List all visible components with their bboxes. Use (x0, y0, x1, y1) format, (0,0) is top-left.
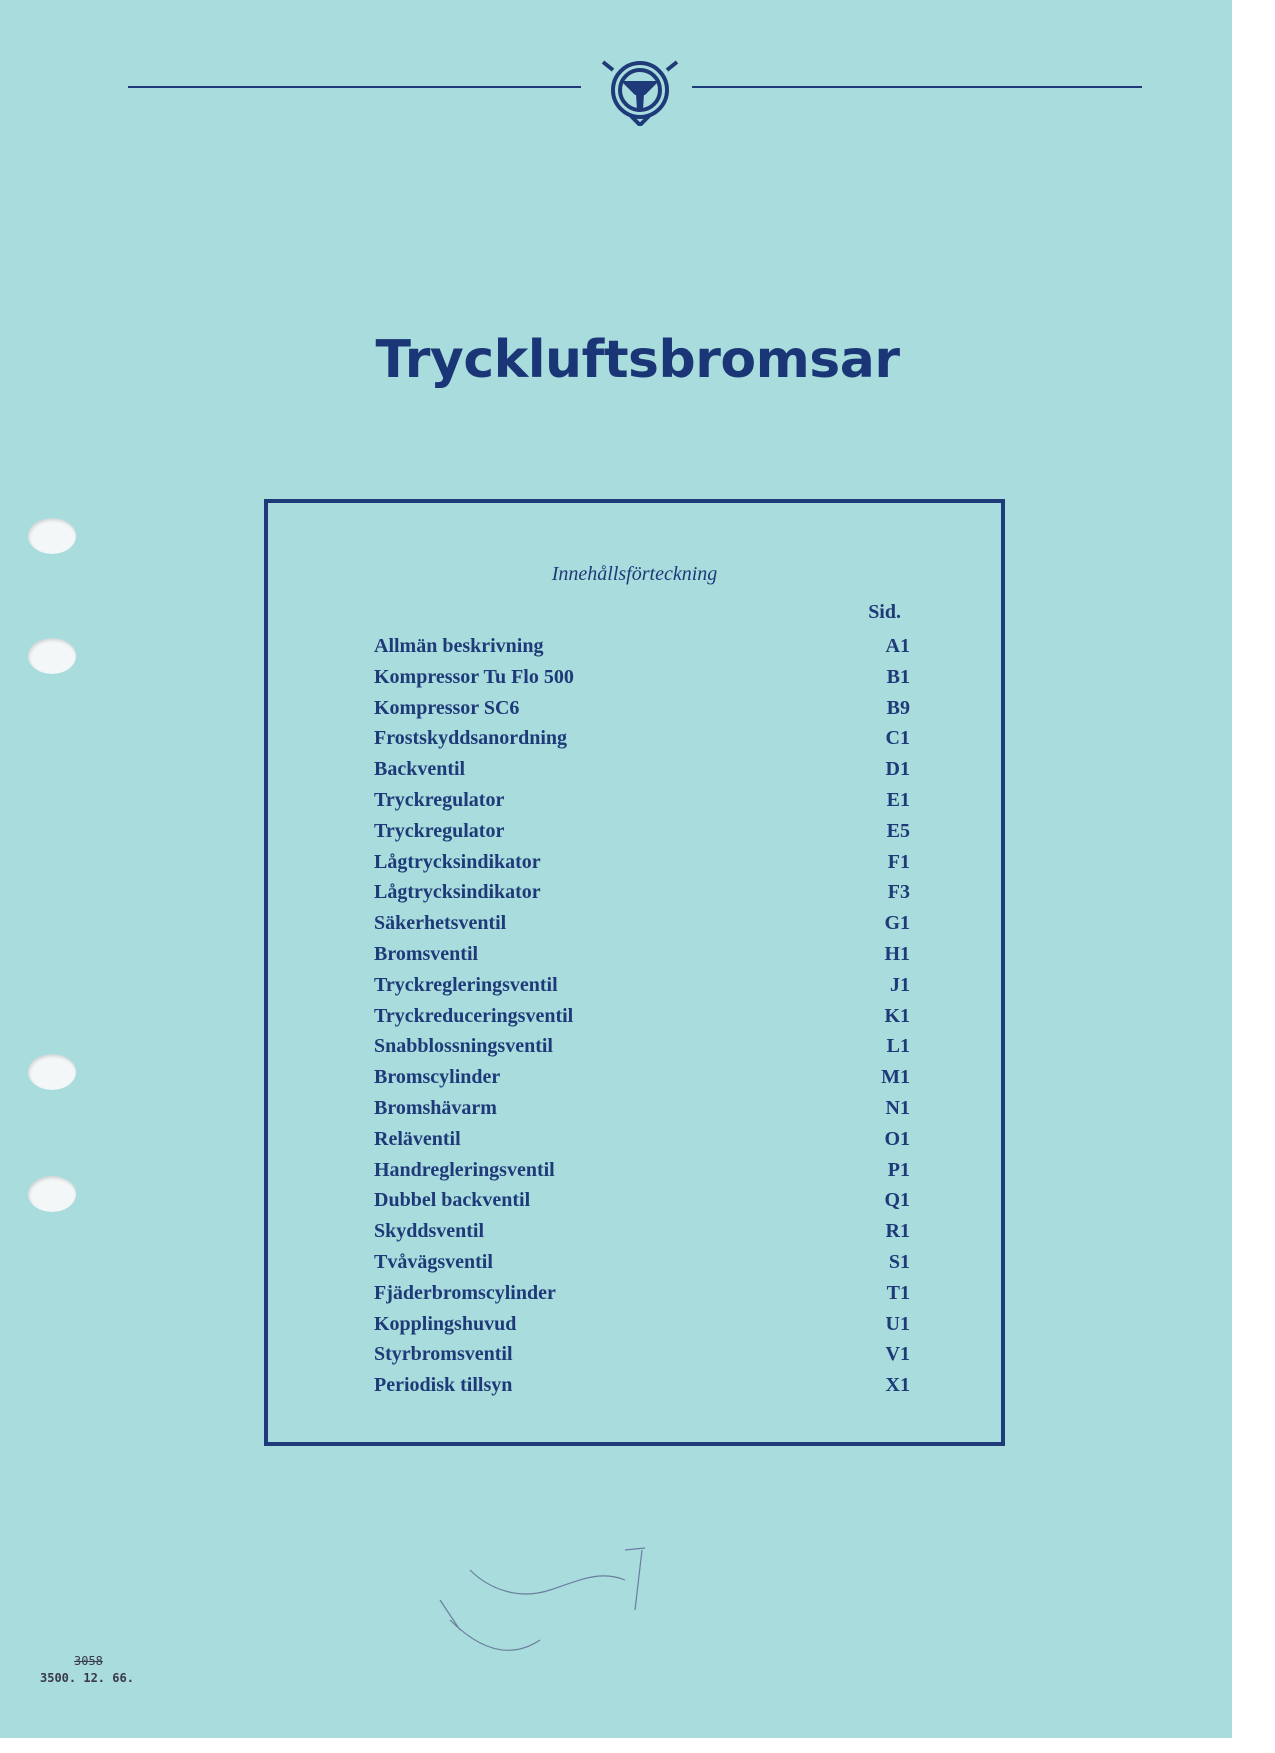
toc-entry-page: G1 (884, 912, 910, 935)
toc-entry-page: B1 (886, 665, 910, 688)
toc-entry-label: Bromsventil (374, 942, 479, 965)
toc-entry-label: Styrbromsventil (374, 1343, 513, 1366)
toc-entry-label: Fjäderbromscylinder (374, 1281, 556, 1304)
toc-entry-page: F3 (887, 881, 910, 904)
toc-entry-label: Dubbel backventil (374, 1189, 531, 1212)
toc-entry-label: Tryckreduceringsventil (374, 1004, 574, 1027)
print-run: 3500. 12. 66. (40, 1671, 134, 1685)
toc-entry-page: A1 (885, 635, 910, 657)
binder-hole (28, 1176, 76, 1212)
toc-entry-label: Kopplingshuvud (374, 1312, 517, 1335)
toc-entry-label: Skyddsventil (374, 1220, 485, 1243)
toc-entry-page: N1 (885, 1096, 910, 1119)
toc-entry-label: Bromscylinder (374, 1066, 501, 1089)
toc-entry-page: H1 (884, 942, 910, 965)
toc-heading: Innehållsförteckning (551, 563, 718, 585)
toc-entry (374, 723, 910, 754)
toc-entry-page: B9 (886, 696, 910, 719)
toc-entry-page: Q1 (884, 1189, 910, 1212)
toc-entry (374, 1031, 910, 1062)
toc-entry (374, 1278, 910, 1309)
toc-entry (374, 662, 910, 693)
toc-entry-page: T1 (886, 1281, 910, 1304)
toc-entry-page: U1 (885, 1312, 910, 1335)
toc-entry-page: K1 (884, 1004, 910, 1027)
toc-list (374, 631, 910, 1401)
toc-entry-label: Frostskyddsanordning (374, 727, 568, 750)
toc-entry-label: Allmän beskrivning (374, 635, 544, 657)
toc-entry-page: S1 (888, 1250, 910, 1273)
toc-entry-page: X1 (885, 1374, 910, 1397)
toc-entry-page: V1 (885, 1343, 910, 1366)
toc-entry-label: Snabblossningsventil (374, 1035, 553, 1058)
toc-entry-label: Tvåvägsventil (374, 1250, 493, 1273)
toc-entry (374, 1370, 910, 1401)
toc-entry (374, 877, 910, 908)
toc-entry (374, 1093, 910, 1124)
toc-entry (374, 1247, 910, 1278)
toc-entry-page: F1 (887, 850, 910, 873)
toc-entry-label: Reläventil (374, 1127, 461, 1150)
toc-entry-page: D1 (885, 758, 910, 781)
header-rule-right (692, 86, 1142, 88)
toc-entry-label: Tryckregleringsventil (374, 973, 558, 996)
toc-entry (374, 1216, 910, 1247)
binder-hole (28, 518, 76, 554)
toc-entry-label: Tryckregulator (374, 788, 505, 811)
toc-entry-page: C1 (885, 727, 910, 750)
toc-entry-page: E1 (886, 788, 910, 811)
toc-entry-page: J1 (890, 973, 910, 996)
toc-entry (374, 847, 910, 878)
toc-entry-label: Backventil (374, 758, 466, 781)
page-column-label: Sid. (868, 601, 901, 623)
toc-entry (374, 1062, 910, 1093)
toc-entry (374, 908, 910, 939)
toc-entry-label: Lågtrycksindikator (374, 881, 541, 904)
toc-entry (374, 939, 910, 970)
toc-entry (374, 1309, 910, 1340)
pencil-scribble (410, 1510, 670, 1670)
binder-hole (28, 1054, 76, 1090)
toc-entry-label: Kompressor Tu Flo 500 (374, 665, 574, 688)
steering-wheel-emblem-icon (599, 50, 681, 126)
toc-frame (264, 499, 1005, 1446)
toc-entry-page: E5 (886, 819, 910, 842)
toc-entry-label: Lågtrycksindikator (374, 850, 541, 873)
toc-entry-page: L1 (886, 1035, 910, 1058)
toc-entry (374, 631, 910, 662)
toc-entry-label: Handregleringsventil (374, 1158, 555, 1181)
toc-entry (374, 816, 910, 847)
toc-entry-page: O1 (884, 1127, 910, 1150)
toc-entry-label: Säkerhetsventil (374, 912, 507, 935)
toc-entry (374, 693, 910, 724)
toc-entry-page: M1 (881, 1066, 910, 1089)
header-rule-left (128, 86, 581, 88)
toc-entry-page: P1 (887, 1158, 910, 1181)
toc-entry-page: R1 (885, 1220, 910, 1243)
toc-entry-label: Kompressor SC6 (374, 696, 520, 719)
toc-entry (374, 785, 910, 816)
toc-entry (374, 1124, 910, 1155)
toc-entry (374, 1001, 910, 1032)
toc-entry (374, 1185, 910, 1216)
print-code: 3058 (74, 1654, 103, 1668)
toc-entry-label: Bromshävarm (374, 1096, 497, 1119)
toc-entry (374, 754, 910, 785)
toc-entry (374, 1339, 910, 1370)
toc-entry (374, 1155, 910, 1186)
toc-entry-label: Tryckregulator (374, 819, 505, 842)
page-title: Tryckluftsbromsar (375, 330, 900, 390)
print-stamp (40, 1654, 134, 1685)
toc-entry (374, 970, 910, 1001)
binder-hole (28, 638, 76, 674)
toc-entry-label: Periodisk tillsyn (374, 1374, 513, 1397)
